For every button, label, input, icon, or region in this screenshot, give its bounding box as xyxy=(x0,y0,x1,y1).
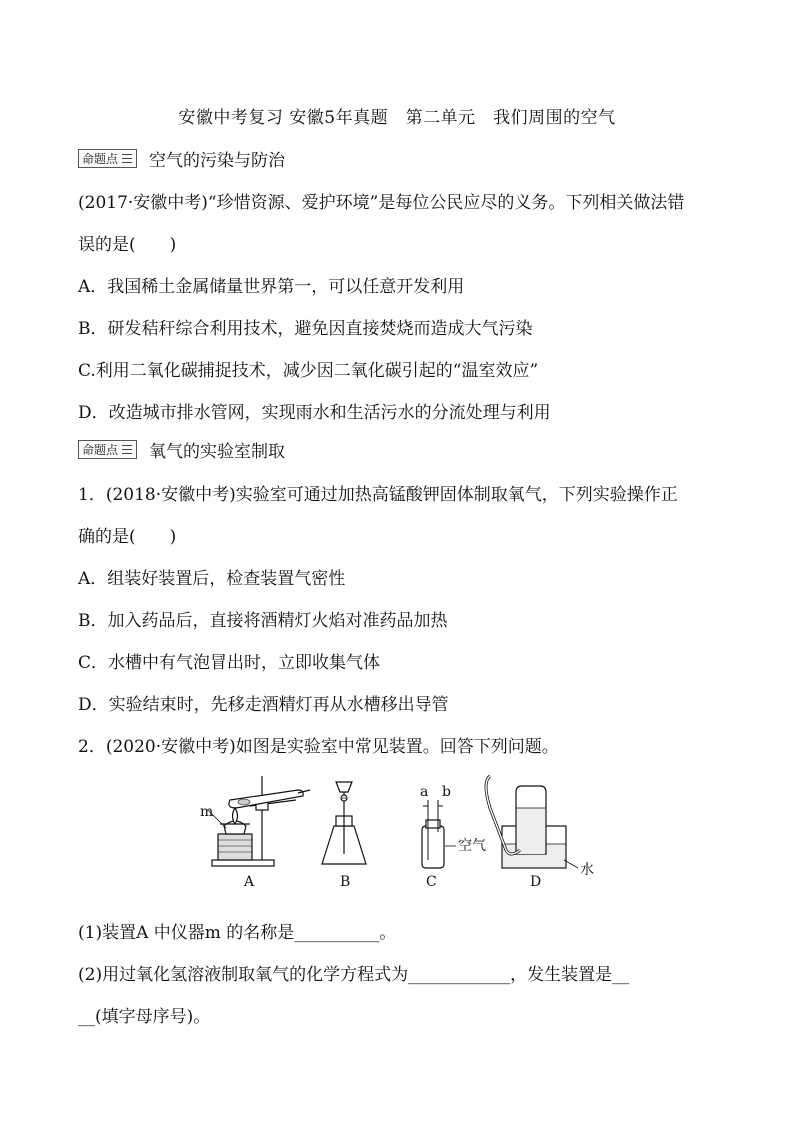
section-badge xyxy=(78,440,137,459)
option-b: B．研发秸秆综合利用技术，避免因直接焚烧而造成大气污染 xyxy=(78,319,533,339)
label-a-port: a xyxy=(420,784,429,800)
list-icon xyxy=(121,444,133,455)
section-title: 氧气的实验室制取 xyxy=(149,441,286,462)
label-a: A xyxy=(244,874,255,890)
section-badge xyxy=(78,149,137,168)
apparatus-d-drawing xyxy=(486,776,578,868)
apparatus-a-drawing xyxy=(208,776,310,866)
option-a: A．我国稀土金属储量世界第一，可以任意开发利用 xyxy=(78,277,465,297)
section-title: 空气的污染与防治 xyxy=(149,150,286,171)
sub-question-1: (1)装置A 中仪器m 的名称是__________。 xyxy=(78,923,397,943)
section-header-2 xyxy=(78,438,285,460)
badge-label: 命题点 xyxy=(82,151,119,166)
question-text-line: 确的是( ) xyxy=(78,527,177,547)
label-water: 水 xyxy=(580,862,594,878)
list-icon xyxy=(121,153,133,164)
label-c: C xyxy=(426,874,437,890)
section-header-1 xyxy=(78,147,285,169)
apparatus-b-drawing xyxy=(322,782,366,864)
option-b: B．加入药品后，直接将酒精灯火焰对准药品加热 xyxy=(78,611,448,631)
option-d: D．实验结束时，先移走酒精灯再从水槽移出导管 xyxy=(78,695,449,715)
question-text-line: 2．(2020·安徽中考)如图是实验室中常见装置。回答下列问题。 xyxy=(78,737,559,757)
question-text-line: 误的是( ) xyxy=(78,235,177,255)
question-text-line: 1．(2018·安徽中考)实验室可通过加热高锰酸钾固体制取氧气，下列实验操作正 xyxy=(78,485,678,505)
label-b-port: b xyxy=(442,784,451,800)
question-text-line: (2017·安徽中考)“珍惜资源、爱护环境”是每位公民应尽的义务。下列相关做法错 xyxy=(78,193,685,213)
option-d: D．改造城市排水管网，实现雨水和生活污水的分流处理与利用 xyxy=(78,403,551,423)
label-d: D xyxy=(530,874,542,890)
apparatus-figure xyxy=(190,768,610,898)
option-c: C.利用二氧化碳捕捉技术，减少因二氧化碳引起的“温室效应” xyxy=(78,361,539,381)
sub-question-2-cont: __(填字母序号)。 xyxy=(78,1007,211,1027)
page-title: 安徽中考复习 安徽5年真题 第二单元 我们周围的空气 xyxy=(178,108,616,128)
label-m: m xyxy=(200,804,214,820)
label-air: 空气 xyxy=(458,838,486,854)
sub-question-2: (2)用过氧化氢溶液制取氧气的化学方程式为____________，发生装置是__ xyxy=(78,965,630,985)
apparatus-c-drawing xyxy=(422,800,456,868)
label-b: B xyxy=(340,874,351,890)
badge-label: 命题点 xyxy=(82,442,119,457)
option-a: A．组装好装置后，检查装置气密性 xyxy=(78,569,346,589)
option-c: C．水槽中有气泡冒出时，立即收集气体 xyxy=(78,653,381,673)
